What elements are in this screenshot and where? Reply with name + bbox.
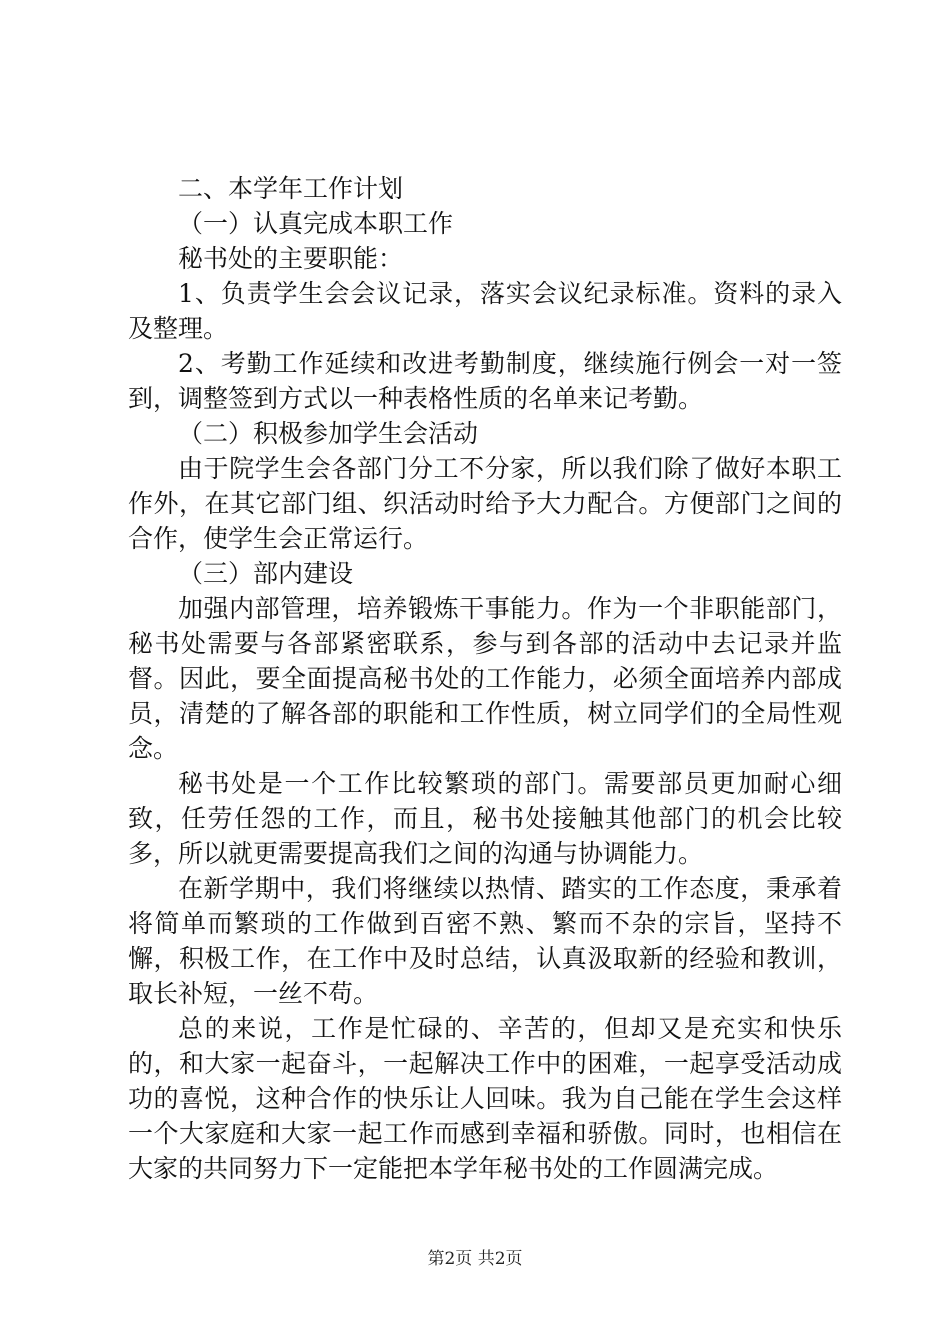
paragraph: 由于院学生会各部门分工不分家，所以我们除了做好本职工作外，在其它部门组、织活动时给予大力配合。方便部门之间的合作，使学生会正常运行。 [128, 454, 842, 553]
document-body [128, 171, 842, 1186]
paragraph: 秘书处是一个工作比较繁琐的部门。需要部员更加耐心细致，任劳任怨的工作，而且，秘书处接触其他部门的机会比较多，所以就更需要提高我们之间的沟通与协调能力。 [128, 769, 842, 868]
paragraph: 1、负责学生会会议记录，落实会议纪录标准。资料的录入及整理。 [128, 279, 842, 343]
paragraph: 总的来说，工作是忙碌的、辛苦的，但却又是充实和快乐的，和大家一起奋斗，一起解决工作中的困难，一起享受活动成功的喜悦，这种合作的快乐让人回味。我为自己能在学生会这样一个大家庭和大家一起工作而感到幸福和骄傲。同时，也相信在大家的共同努力下一定能把本学年秘书处的工作圆满完成。 [128, 1014, 842, 1183]
subsection-heading: （二）积极参加学生会活动 [178, 419, 479, 448]
paragraph: 加强内部管理，培养锻炼干事能力。作为一个非职能部门，秘书处需要与各部紧密联系，参与到各部的活动中去记录并监督。因此，要全面提高秘书处的工作能力，必须全面培养内部成员，清楚的了解各部的职能和工作性质，树立同学们的全局性观念。 [128, 594, 842, 763]
subsection-heading: （三）部内建设 [178, 559, 354, 588]
subsection-heading: （一）认真完成本职工作 [178, 209, 454, 238]
section-heading: 二、本学年工作计划 [178, 174, 404, 203]
paragraph: 在新学期中，我们将继续以热情、踏实的工作态度，秉承着将简单而繁琐的工作做到百密不熟、繁而不杂的宗旨，坚持不懈，积极工作，在工作中及时总结，认真汲取新的经验和教训，取长补短，一丝不苟。 [128, 874, 842, 1008]
paragraph: 秘书处的主要职能： [178, 244, 404, 273]
page-number-footer: 第2页 共2页 [427, 1249, 523, 1269]
paragraph: 2、考勤工作延续和改进考勤制度，继续施行例会一对一签到，调整签到方式以一种表格性质的名单来记考勤。 [128, 349, 842, 413]
